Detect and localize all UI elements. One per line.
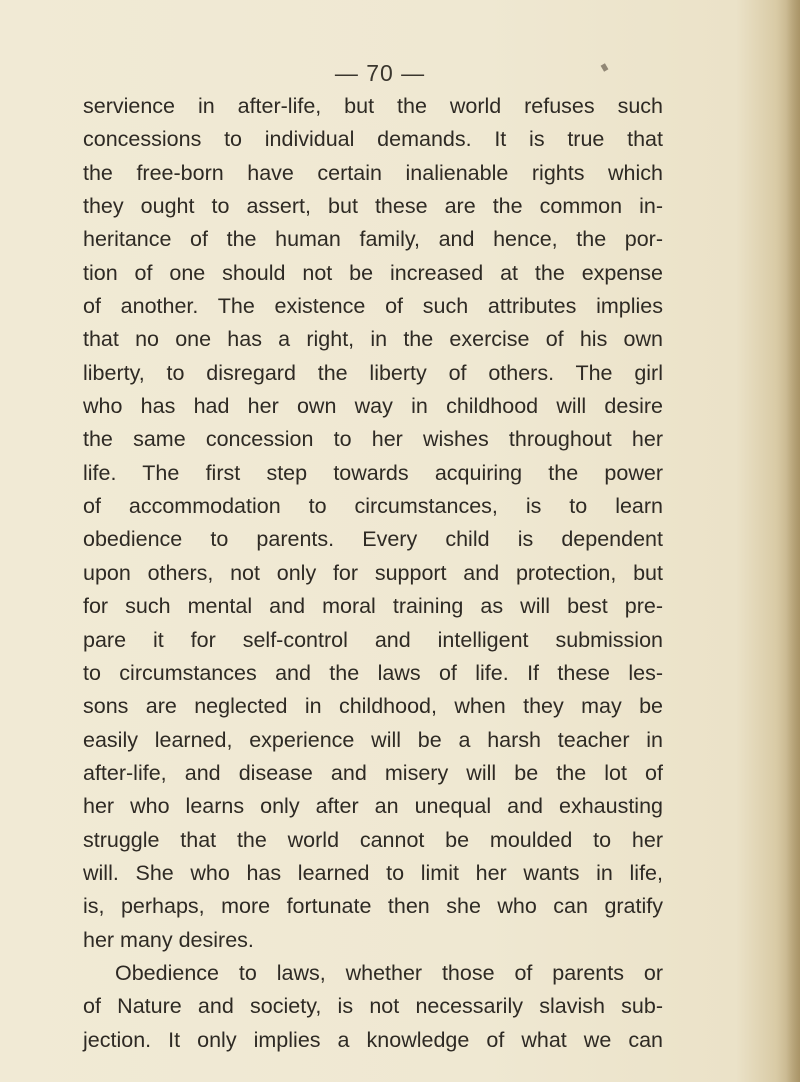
text-line: her who learns only after an unequal and exhausting: [83, 794, 663, 819]
text-line: will. She who has learned to limit her wants in life,: [83, 860, 663, 885]
text-line: who has had her own way in childhood will desire: [83, 394, 663, 419]
text-line: of Nature and society, is not necessarily slavish sub-: [83, 994, 663, 1019]
text-line: that no one has a right, in the exercise of his own: [83, 327, 663, 352]
paragraph-1: [83, 90, 663, 957]
text-line: servience in after-life, but the world refuses such: [83, 94, 663, 118]
text-line: concessions to individual demands. It is true that: [83, 127, 663, 152]
page-number: — 70 —: [334, 60, 426, 86]
text-line: the same concession to her wishes throughout her: [83, 427, 663, 452]
text-line: of accommodation to circumstances, is to learn: [83, 494, 663, 519]
text-line: they ought to assert, but these are the common in-: [83, 194, 663, 219]
text-line: upon others, not only for support and protection, but: [83, 560, 663, 585]
text-line: easily learned, experience will be a harsh teacher in: [83, 727, 663, 752]
page-edge-shadow: [786, 0, 800, 1082]
text-line: life. The first step towards acquiring the power: [83, 460, 663, 485]
text-line: pare it for self-control and intelligent submission: [83, 627, 663, 652]
text-line: the free-born have certain inalienable rights which: [83, 160, 663, 185]
text-line: tion of one should not be increased at the expense: [83, 260, 663, 285]
text-line: her many desires.: [83, 927, 254, 952]
text-line: for such mental and moral training as will best pre-: [83, 594, 663, 619]
body-text: [83, 90, 663, 1057]
text-line: struggle that the world cannot be moulded to her: [83, 827, 663, 852]
text-line: after-life, and disease and misery will be the lot of: [83, 760, 663, 785]
text-line: heritance of the human family, and hence, the por-: [83, 227, 663, 252]
text-line: liberty, to disregard the liberty of others. The girl: [83, 360, 663, 385]
text-line: of another. The existence of such attributes implies: [83, 294, 663, 319]
text-line: jection. It only implies a knowledge of what we can: [83, 1027, 663, 1052]
text-line: Obedience to laws, whether those of parents or: [115, 960, 663, 985]
text-line: to circumstances and the laws of life. If these les-: [83, 660, 663, 685]
text-line: obedience to parents. Every child is dependent: [83, 527, 663, 552]
text-line: sons are neglected in childhood, when they may be: [83, 694, 663, 719]
paragraph-2: [83, 957, 663, 1057]
text-line: is, perhaps, more fortunate then she who can gratify: [83, 894, 663, 919]
